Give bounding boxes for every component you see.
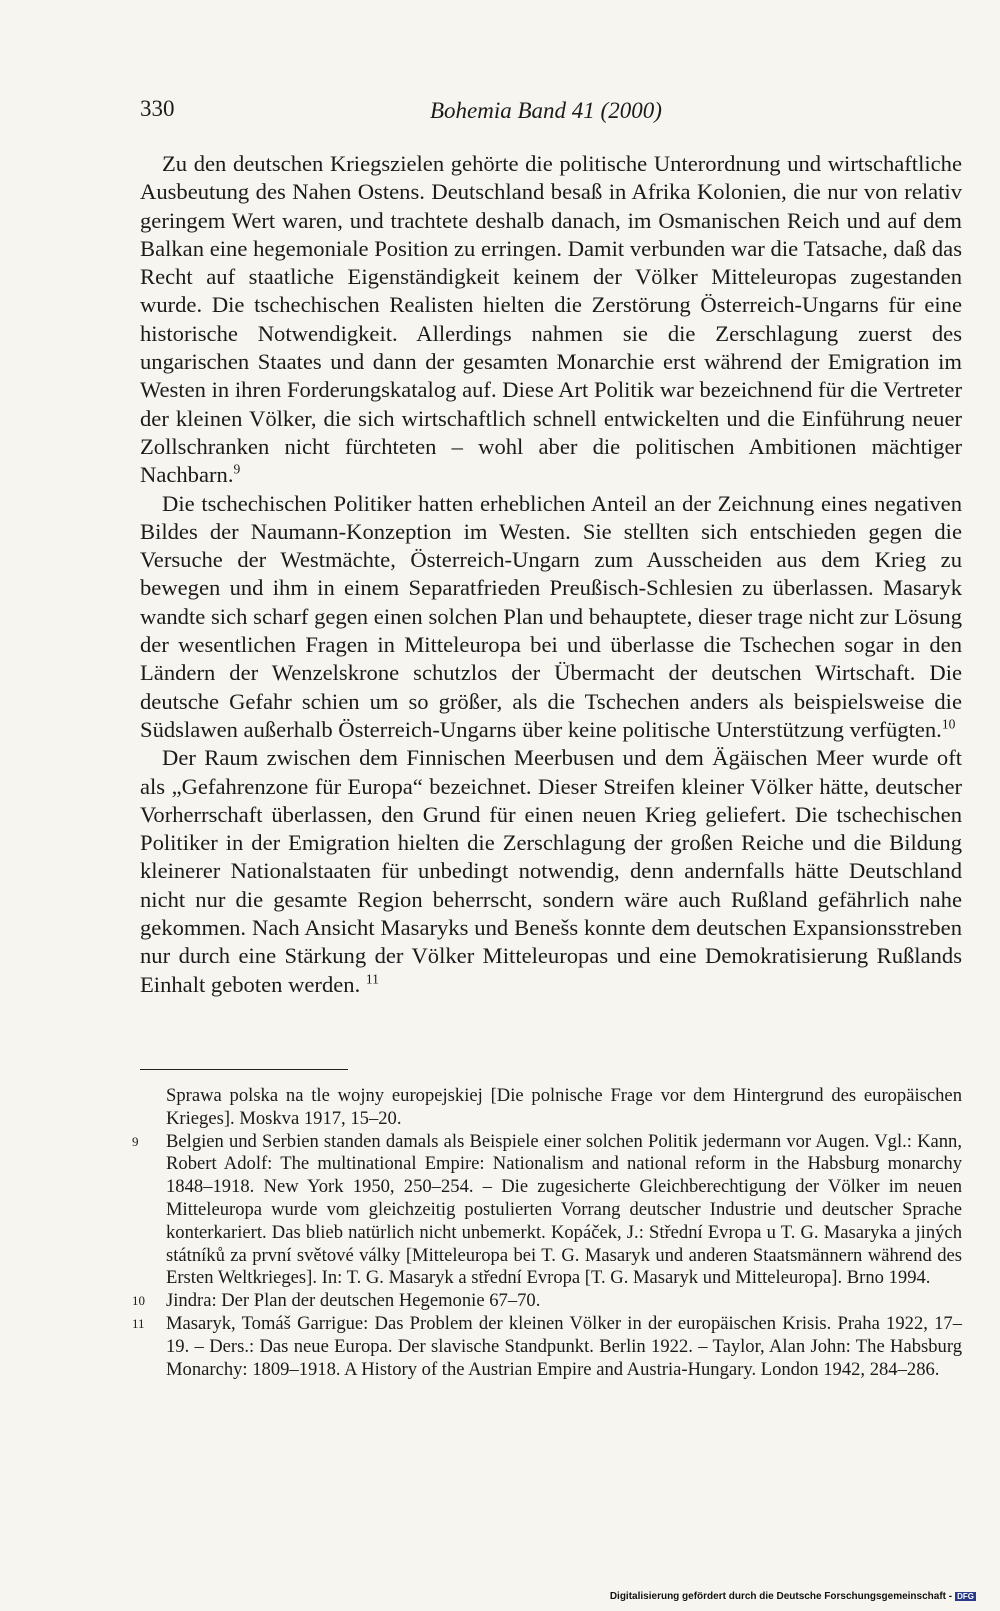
footnote-number: 9: [132, 1133, 139, 1149]
running-head: Bohemia Band 41 (2000): [430, 98, 662, 123]
footnotes: [132, 1085, 962, 1381]
footnote-ref: 11: [365, 971, 379, 987]
paragraph-text: Zu den deutschen Kriegszielen gehörte die politische Unterordnung und wirtschaftliche Ausbeutung des Nahen Ostens. Deutschland besaß in Afrika Kolonien, die nur von relativ geringem Wert waren, und trachtete deshalb danach, im Osmanischen Reich und auf dem Balkan eine hegemoniale Position zu erringen. Damit verbunden war die Tatsache, daß das Recht auf staatliche Eigenständigkeit keinem der Völker Mitteleuropas zugestanden wurde. Die tschechischen Realisten hielten die Zerstörung Österreich-Ungarns für eine historische Notwendigkeit. Allerdings nahmen sie die Zerschlagung zuerst des ungarischen Staates und dann der gesamten Monarchie erst während der Emigration im Westen in ihren Forderungskatalog auf. Diese Art Politik war bezeichnend für die Vertreter der kleinen Völker, die sich wirtschaftlich schnell entwickelten und die Einführung neuer Zollschranken nicht fürchteten – wohl aber die politischen Ambitionen mächtiger Nachbarn.: [140, 151, 962, 488]
footnote: [140, 1085, 962, 1131]
footnote-ref: 10: [941, 716, 956, 732]
footnote-text: Jindra: Der Plan der deutschen Hegemonie 67–70.: [166, 1290, 541, 1312]
page-number: 330: [140, 96, 175, 121]
paragraph: [140, 744, 962, 999]
footnote-number: 11: [132, 1315, 145, 1331]
footnote-rule: [140, 1069, 348, 1070]
paragraph-text: Der Raum zwischen dem Finnischen Meerbusen und dem Ägäischen Meer wurde oft als „Gefahrenzone für Europa“ bezeichnet. Dieser Streifen kleiner Völker hätte, deutscher Vorherrschaft überlassen, den Grund für einen neuen Krieg geliefert. Die tschechischen Politiker in der Emigration hielten die Zerschlagung der großen Reiche und die Bildung kleinerer Nationalstaaten für unbedingt notwendig, denn andernfalls hätte Deutschland nicht nur die gesamte Region beherrscht, sondern wäre auch Rußland gefährlich nahe gekommen. Nach Ansicht Masaryks und Benešs konnte dem deutschen Expansionsstreben nur durch eine Stärkung der Völker Mitteleuropas und eine Demokratisierung Rußlands Einhalt geboten werden.: [140, 745, 962, 997]
paragraph: [140, 490, 962, 745]
footnote-text: Masaryk, Tomáš Garrigue: Das Problem der kleinen Völker in der europäischen Krisis. Praha 1922, 17–19. – Ders.: Das neue Europa. Der slavische Standpunkt. Berlin 1922. – Taylor, Alan John: The Habsburg Monarchy: 1809–1918. A History of the Austrian Empire and Austria-Hungary. London 1942, 284–286.: [166, 1312, 962, 1380]
footnote: [132, 1130, 962, 1291]
footnote: [132, 1290, 962, 1313]
paragraph-text: Die tschechischen Politiker hatten erheblichen Anteil an der Zeichnung eines negativen Bildes der Naumann-Konzeption im Westen. Sie stellten sich entschieden gegen die Versuche der Westmächte, Österreich-Ungarn zum Ausscheiden aus dem Krieg zu bewegen und ihm in einem Separatfrieden Preußisch-Schlesien zu überlassen. Masaryk wandte sich scharf gegen einen solchen Plan und behauptete, dieser trage nicht zur Lösung der wesentlichen Fragen in Mitteleuropa bei und überlasse die Tschechen sogar in den Ländern der Wenzelskrone schutzlos der Übermacht der deutschen Wirtschaft. Die deutsche Gefahr schien um so größer, als die Tschechen anders als beispielsweise die Südslawen außerhalb Österreich-Ungarns über keine politische Unterstützung verfügten.: [140, 490, 962, 742]
paragraph: [140, 150, 962, 490]
credit-text: Digitalisierung gefördert durch die Deutsche Forschungsgemeinschaft -: [609, 1591, 953, 1602]
body-text: [140, 150, 962, 999]
footnote-text: Belgien und Serbien standen damals als Beispiele einer solchen Politik jedermann vor Augen. Vgl.: Kann, Robert Adolf: The multinational Empire: Nationalism and national reform in the Habsburg monarchy 1848–1918. New York 1950, 250–254. – Die zugesicherte Gleichberechtigung der Völker im neuen Mitteleuropa wurde vom gleichzeitig postulierten Vorrang deutscher Industrie und deutscher Sprache konterkariert. Das blieb natürlich nicht unbemerkt. Kopáček, J.: Střední Evropa u T. G. Masaryka a jiných státníků za první světové války [Mitteleuropa bei T. G. Masaryk und anderen Staatsmännern während des Ersten Weltkrieges]. In: T. G. Masaryk a střední Evropa [T. G. Masaryk und Mitteleuropa]. Brno 1994.: [166, 1130, 962, 1289]
footnote-number: 10: [132, 1293, 145, 1309]
footnote: [132, 1312, 962, 1381]
footnote-text: Sprawa polska na tle wojny europejskiej [Die polnische Frage vor dem Hintergrund des europäischen Krieges]. Moskva 1917, 15–20.: [166, 1085, 962, 1129]
footnote-ref: 9: [233, 461, 241, 477]
dfg-logo: DFG: [957, 1592, 974, 1601]
digitization-credit: [610, 1591, 976, 1602]
